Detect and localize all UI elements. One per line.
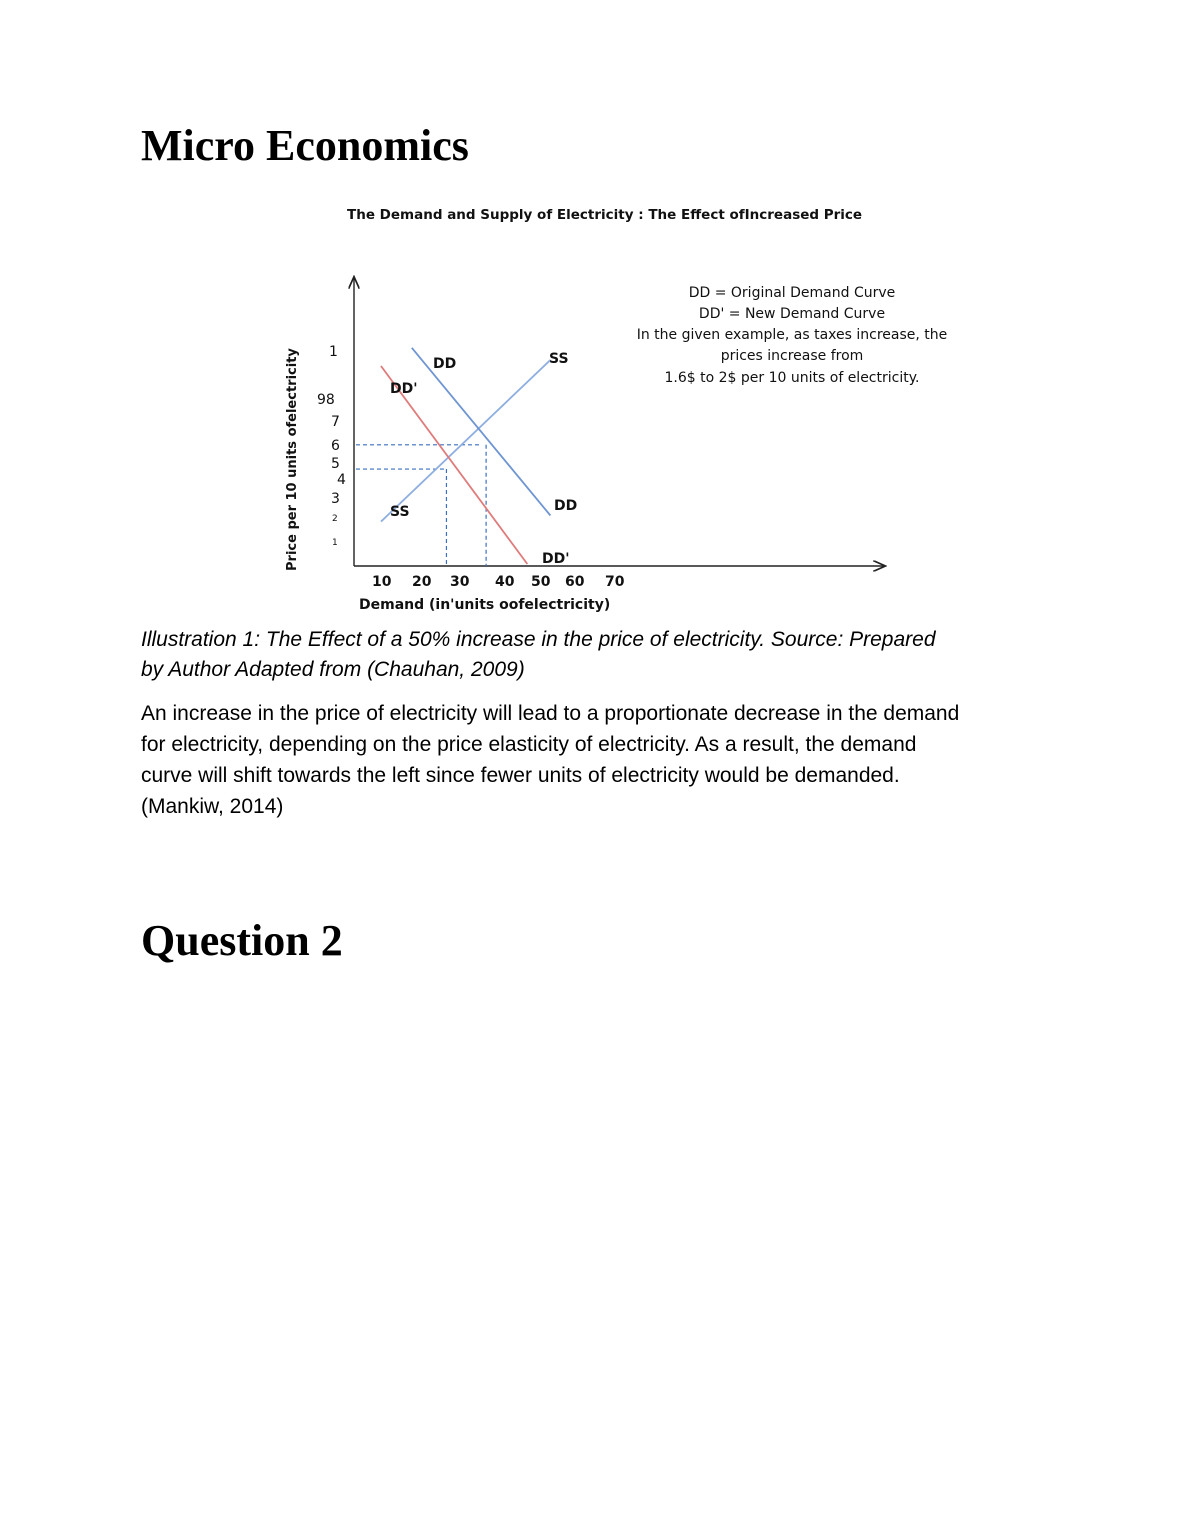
x-tick-20: 20 bbox=[412, 574, 432, 590]
section-heading-question-2: Question 2 bbox=[141, 916, 343, 965]
dd-label-bottom: DD bbox=[554, 498, 578, 514]
legend-line-5: 1.6$ to 2$ per 10 units of electricity. bbox=[664, 370, 920, 386]
legend-line-1: DD = Original Demand Curve bbox=[688, 285, 896, 301]
legend-line-4: prices increase from bbox=[720, 348, 864, 364]
y-tick-3: 3 bbox=[331, 491, 340, 507]
y-tick-4: 4 bbox=[337, 472, 346, 488]
paragraph-line-2: for electricity, depending on the price elasticity of electricity. As a result, the demand bbox=[141, 733, 917, 756]
ss-label-bottom: SS bbox=[390, 504, 410, 520]
demand-curve-dd bbox=[412, 348, 551, 516]
x-tick-10: 10 bbox=[372, 574, 392, 590]
demand-supply-figure bbox=[270, 198, 970, 618]
x-tick-50: 50 bbox=[531, 574, 551, 590]
y-tick-top-1: 1 bbox=[329, 344, 338, 360]
paragraph-line-1: An increase in the price of electricity will lead to a proportionate decrease in the demand bbox=[141, 702, 960, 725]
x-tick-60: 60 bbox=[565, 574, 585, 590]
caption-line-2: by Author Adapted from (Chauhan, 2009) bbox=[141, 658, 525, 681]
caption-line-1: Illustration 1: The Effect of a 50% increase in the price of electricity. Source: Prepared bbox=[141, 628, 936, 651]
y-tick-6: 6 bbox=[331, 438, 340, 454]
dd-label-top: DD bbox=[433, 356, 457, 372]
ss-label-top: SS bbox=[549, 351, 569, 367]
dd-prime-label-bottom: DD' bbox=[542, 551, 570, 567]
legend-line-3: In the given example, as taxes increase, the bbox=[636, 327, 948, 343]
chart-title: The Demand and Supply of Electricity : The Effect ofIncreased Price bbox=[347, 207, 863, 223]
body-paragraph bbox=[141, 698, 1061, 822]
figure-caption bbox=[141, 625, 1051, 685]
y-tick-2: 2 bbox=[332, 514, 338, 524]
section-heading-micro-economics: Micro Economics bbox=[141, 121, 469, 170]
x-tick-40: 40 bbox=[495, 574, 515, 590]
y-tick-1: 1 bbox=[332, 538, 338, 548]
legend-line-2: DD' = New Demand Curve bbox=[698, 306, 886, 322]
paragraph-line-3: curve will shift towards the left since fewer units of electricity would be demanded. bbox=[141, 764, 900, 787]
paragraph-line-4: (Mankiw, 2014) bbox=[141, 795, 284, 818]
y-axis-label: Price per 10 units ofelectricity bbox=[285, 348, 300, 571]
dd-prime-label-top: DD' bbox=[390, 381, 418, 397]
y-tick-5: 5 bbox=[331, 456, 340, 472]
x-tick-70: 70 bbox=[605, 574, 625, 590]
x-axis-label: Demand (in'units oofelectricity) bbox=[359, 597, 611, 613]
chart-legend bbox=[637, 285, 948, 386]
y-tick-7: 7 bbox=[331, 414, 340, 430]
y-tick-98: 98 bbox=[317, 392, 335, 408]
x-tick-30: 30 bbox=[450, 574, 470, 590]
demand-supply-chart bbox=[270, 198, 970, 618]
